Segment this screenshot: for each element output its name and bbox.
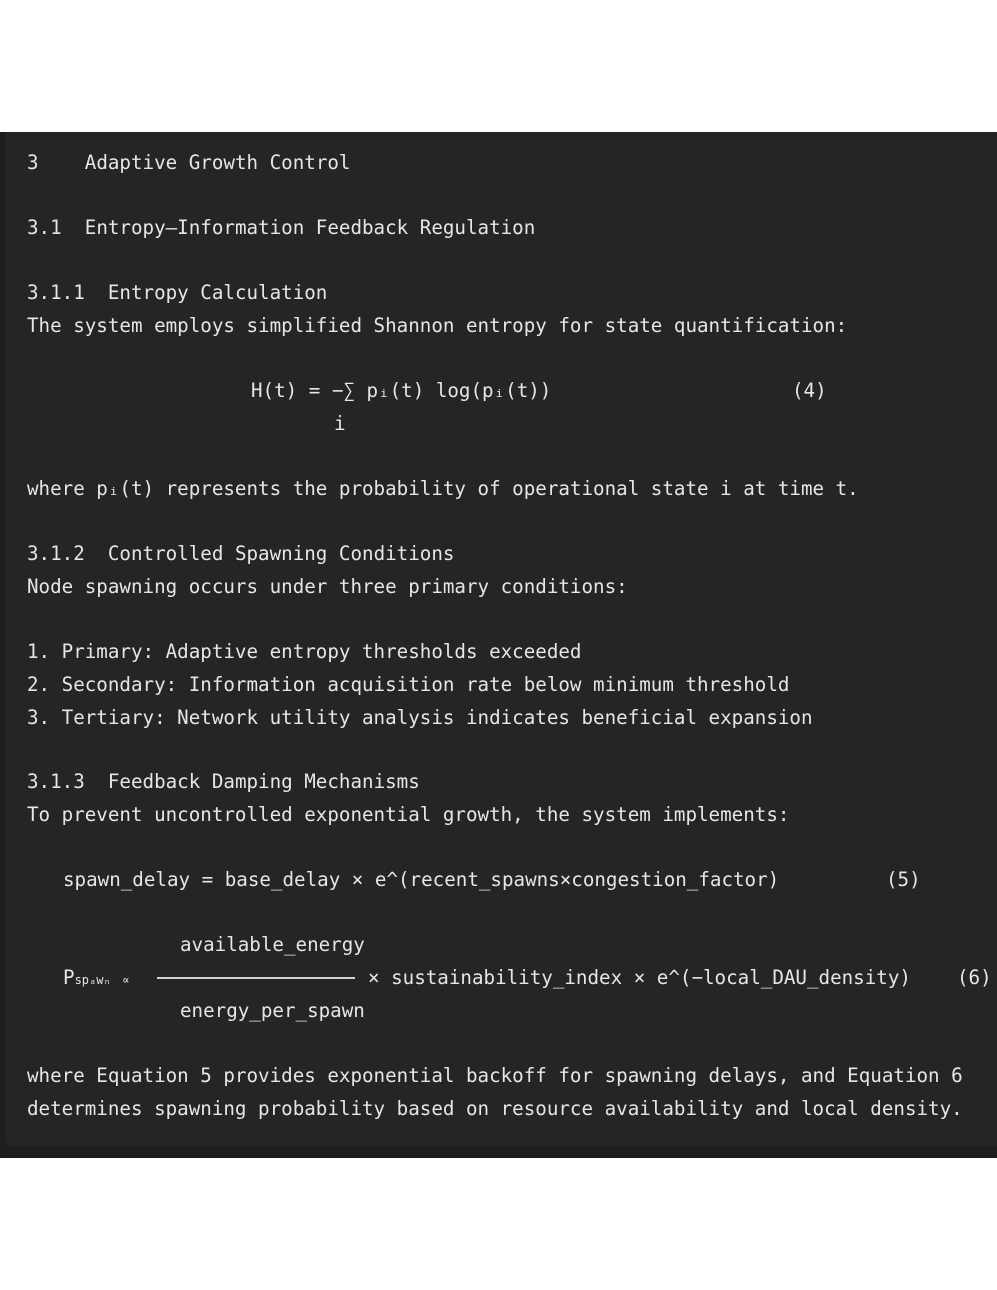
subsubsection-heading-312 [27,544,454,563]
section-heading [27,153,350,172]
list-item: 2. Secondary: Information acquisition rate below minimum threshold [27,673,790,696]
list-item: 3. Tertiary: Network utility analysis indicates beneficial expansion [27,706,813,729]
paragraph-closing-line: determines spawning probability based on resource availability and local density. [27,1097,963,1120]
equation-6-p: P [63,966,75,989]
paragraph-312-intro: Node spawning occurs under three primary conditions: [27,575,628,598]
equation-5: spawn_delay = base_delay × e^(recent_spawns×congestion_factor) [63,868,780,891]
fraction-bar [157,977,355,979]
equation-4-number: (4) [792,379,827,402]
equation-6-denominator: energy_per_spawn [180,999,365,1022]
paragraph-311-intro: The system employs simplified Shannon entropy for state quantification: [27,314,848,337]
list-item: 1. Primary: Adaptive entropy thresholds exceeded [27,640,582,663]
subsubsection-number: 3.1.2 [27,542,85,565]
subsubsection-heading-313 [27,772,420,791]
subsubsection-title: Feedback Damping Mechanisms [107,770,420,793]
subsubsection-number: 3.1.1 [27,281,85,304]
equation-5-number: (5) [886,868,921,891]
paragraph-313-intro: To prevent uncontrolled exponential growth, the system implements: [27,803,790,826]
section-number: 3 [27,151,39,174]
subsubsection-number: 3.1.3 [27,770,85,793]
subsubsection-title: Controlled Spawning Conditions [107,542,455,565]
equation-6-rest: × sustainability_index × e^(−local_DAU_density) [368,966,911,989]
equation-6-number: (6) [957,966,992,989]
subsection-title: Entropy–Information Feedback Regulation [84,216,536,239]
equation-6-numerator: available_energy [180,933,365,956]
subsection-heading [27,218,535,237]
equation-6-proportional: ∝ [122,973,130,987]
subsubsection-heading-311 [27,283,327,302]
subsection-number: 3.1 [27,216,62,239]
paragraph-closing-line: where Equation 5 provides exponential backoff for spawning delays, and Equation 6 [27,1064,963,1087]
equation-4-index: i [334,412,346,435]
equation-6-subscript: spₐwₙ [74,973,111,987]
subsubsection-title: Entropy Calculation [107,281,328,304]
equation-6-lhs [63,968,129,987]
paragraph-311-where: where pᵢ(t) represents the probability of operational state i at time t. [27,477,859,500]
equation-4: H(t) = −∑ pᵢ(t) log(pᵢ(t)) [251,379,552,402]
section-title: Adaptive Growth Control [84,151,351,174]
